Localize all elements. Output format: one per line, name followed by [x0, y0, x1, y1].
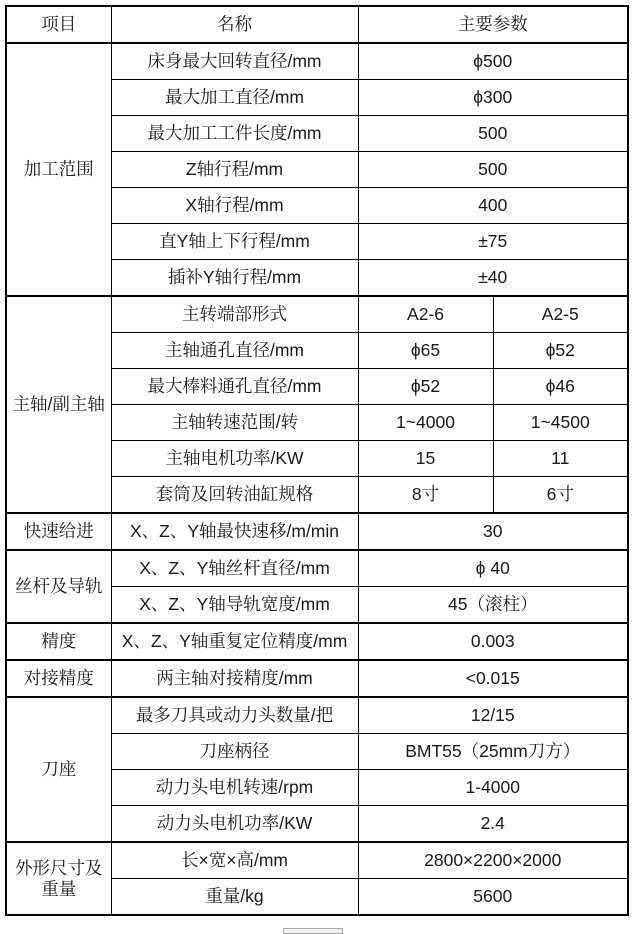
group-label-machining-range: 加工范围 [6, 43, 111, 296]
param-value: 500 [358, 116, 628, 152]
param-name: X轴行程/mm [111, 188, 358, 224]
param-name: X、Z、Y轴丝杆直径/mm [111, 550, 358, 587]
param-name: 最大加工直径/mm [111, 80, 358, 116]
param-name: 刀座柄径 [111, 734, 358, 770]
param-value-main: ϕ65 [358, 333, 493, 369]
group-label-dimensions-weight: 外形尺寸及重量 [6, 842, 111, 915]
param-value: 400 [358, 188, 628, 224]
param-value: ϕ300 [358, 80, 628, 116]
param-value: 12/15 [358, 697, 628, 734]
param-value: 0.003 [358, 623, 628, 660]
param-name: 直Y轴上下行程/mm [111, 224, 358, 260]
group-label-tool-holder: 刀座 [6, 697, 111, 842]
param-value: 45（滚柱） [358, 587, 628, 624]
param-value-main: A2-6 [358, 296, 493, 333]
param-name: 动力头电机转速/rpm [111, 770, 358, 806]
group-label-docking-accuracy: 对接精度 [6, 660, 111, 697]
header-row [6, 6, 628, 43]
param-value: ±40 [358, 260, 628, 297]
header-params: 主要参数 [358, 6, 628, 43]
param-name: 动力头电机功率/KW [111, 806, 358, 843]
ui-fragment [283, 928, 343, 934]
group-label-accuracy: 精度 [6, 623, 111, 660]
param-name: 套筒及回转油缸规格 [111, 477, 358, 514]
param-name: 最大棒料通孔直径/mm [111, 369, 358, 405]
param-value: ϕ 40 [358, 550, 628, 587]
param-value: ϕ500 [358, 43, 628, 80]
param-value-sub: ϕ52 [493, 333, 628, 369]
param-name: 两主轴对接精度/mm [111, 660, 358, 697]
param-value: 500 [358, 152, 628, 188]
header-item: 项目 [6, 6, 111, 43]
param-value: BMT55（25mm刀方） [358, 734, 628, 770]
param-value: 30 [358, 513, 628, 550]
spec-table [5, 5, 629, 916]
param-name: 床身最大回转直径/mm [111, 43, 358, 80]
param-name: 主转端部形式 [111, 296, 358, 333]
param-name: X、Z、Y轴重复定位精度/mm [111, 623, 358, 660]
table-row [6, 296, 628, 333]
param-name: 长×宽×高/mm [111, 842, 358, 879]
table-row [6, 660, 628, 697]
param-name: 主轴转速范围/转 [111, 405, 358, 441]
param-value-main: 1~4000 [358, 405, 493, 441]
param-value-sub: A2-5 [493, 296, 628, 333]
param-name: X、Z、Y轴最快速移/m/min [111, 513, 358, 550]
table-row [6, 623, 628, 660]
header-name: 名称 [111, 6, 358, 43]
param-value: 2.4 [358, 806, 628, 843]
param-value-sub: 11 [493, 441, 628, 477]
param-value: 5600 [358, 879, 628, 916]
param-value-sub: 6寸 [493, 477, 628, 514]
table-row [6, 697, 628, 734]
param-value: 1-4000 [358, 770, 628, 806]
table-row [6, 513, 628, 550]
param-name: 最大加工工件长度/mm [111, 116, 358, 152]
param-value: <0.015 [358, 660, 628, 697]
param-name: 最多刀具或动力头数量/把 [111, 697, 358, 734]
group-label-rapid-feed: 快速给进 [6, 513, 111, 550]
param-value-main: 8寸 [358, 477, 493, 514]
param-name: 主轴电机功率/KW [111, 441, 358, 477]
table-row [6, 43, 628, 80]
param-value: ±75 [358, 224, 628, 260]
param-value-sub: 1~4500 [493, 405, 628, 441]
param-value-main: ϕ52 [358, 369, 493, 405]
group-label-spindle: 主轴/副主轴 [6, 296, 111, 513]
param-name: Z轴行程/mm [111, 152, 358, 188]
param-name: X、Z、Y轴导轨宽度/mm [111, 587, 358, 624]
param-name: 重量/kg [111, 879, 358, 916]
param-name: 插补Y轴行程/mm [111, 260, 358, 297]
param-name: 主轴通孔直径/mm [111, 333, 358, 369]
group-label-screw-guide: 丝杆及导轨 [6, 550, 111, 623]
param-value-sub: ϕ46 [493, 369, 628, 405]
param-value-main: 15 [358, 441, 493, 477]
table-row [6, 550, 628, 587]
table-row [6, 842, 628, 879]
param-value: 2800×2200×2000 [358, 842, 628, 879]
